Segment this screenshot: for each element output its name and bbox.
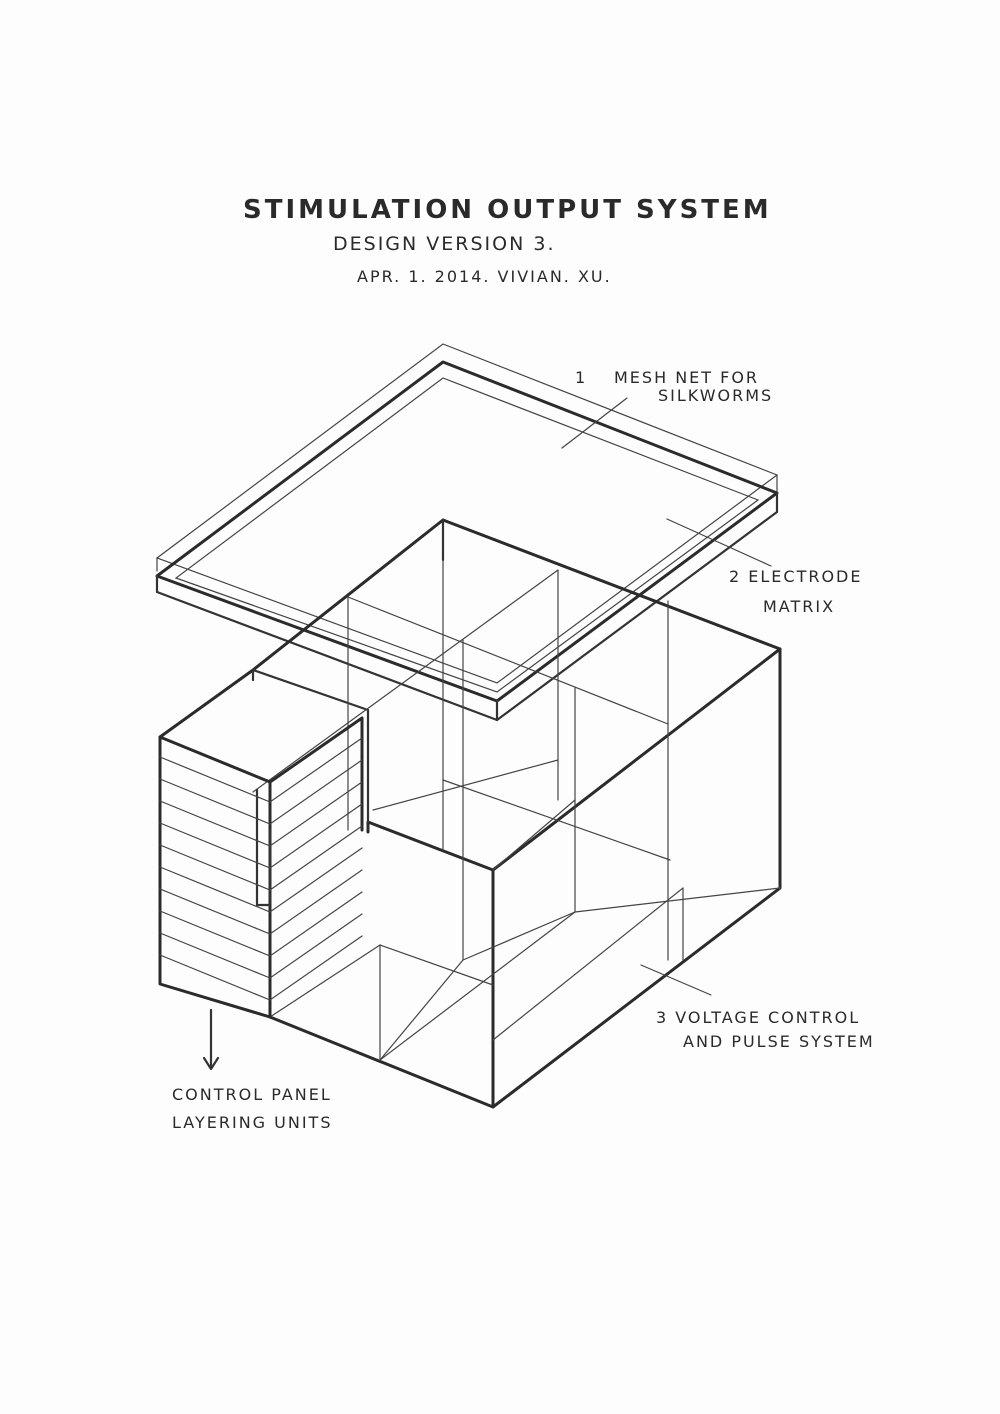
mesh-label-line1: MESH NET FOR [614,368,760,387]
panel-layer-line [160,738,362,802]
down-arrow-icon [204,1010,218,1069]
voltage-label-line2: AND PULSE SYSTEM [683,1032,875,1051]
leader-electrode [667,519,771,566]
leader-voltage [641,965,711,995]
electrode-label-line1: 2 ELECTRODE [729,567,863,586]
drawing-title: STIMULATION OUTPUT SYSTEM [243,195,772,225]
voltage-label-line1: 3 VOLTAGE CONTROL [656,1008,861,1027]
mesh-label-line2: SILKWORMS [658,386,774,405]
mesh-number: 1 [575,368,588,387]
control-panel-unit [160,718,362,1017]
drawing-subtitle: DESIGN VERSION 3. [333,233,556,255]
electrode-matrix-plate [157,362,777,720]
electrode-label-line2: MATRIX [763,597,836,616]
date-author: APR. 1. 2014. VIVIAN. XU. [357,267,612,286]
panel-label-line2: LAYERING UNITS [172,1113,333,1132]
leader-mesh [562,398,627,448]
panel-label-line1: CONTROL PANEL [172,1085,332,1104]
